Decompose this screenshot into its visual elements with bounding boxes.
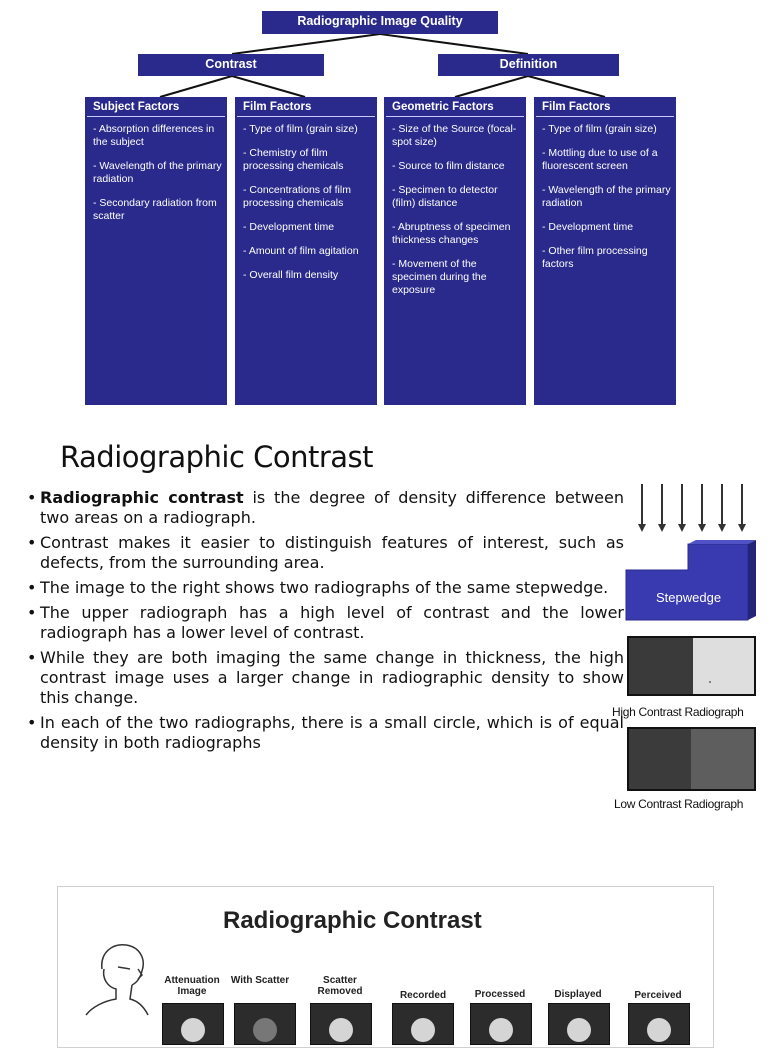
- bullet-text: Contrast makes it easier to distinguish features of interest, such as defects, from the surrounding area.: [40, 533, 624, 572]
- diagram-branch-contrast: Contrast: [138, 54, 324, 76]
- bullet-text: The image to the right shows two radiographs of the same stepwedge.: [40, 578, 609, 597]
- stage-label: Scatter Removed: [317, 975, 363, 997]
- column-item: - Chemistry of film processing chemicals: [243, 147, 344, 172]
- column-title: Film Factors: [536, 97, 674, 117]
- column-item: - Other film processing factors: [542, 245, 648, 270]
- bullet-bold: Radiographic contrast: [40, 488, 244, 507]
- bullet-text: The upper radiograph has a high level of contrast and the lower radiograph has a lower level of contrast.: [40, 603, 624, 642]
- stage-label: Attenuation Image: [164, 975, 220, 997]
- stage-film: [310, 1003, 372, 1045]
- stage-label: Recorded: [399, 990, 447, 1001]
- high-contrast-radiograph: [627, 636, 756, 696]
- column-item: - Type of film (grain size): [243, 123, 358, 135]
- bullet-text: is the degree of density difference between two areas on a radiograph.: [40, 488, 624, 527]
- bullet-item: [28, 533, 624, 573]
- column-title: Subject Factors: [87, 97, 225, 117]
- column-title: Film Factors: [237, 97, 375, 117]
- stage-label: Displayed: [554, 989, 602, 1000]
- column-subject-factors: [85, 97, 227, 405]
- stage-film: [162, 1003, 224, 1045]
- stage-label: Perceived: [634, 990, 682, 1001]
- bullet-item: [28, 488, 624, 528]
- column-item: - Abruptness of specimen thickness changes: [392, 221, 511, 246]
- stepwedge-shape: [624, 540, 768, 624]
- bullet-item: [28, 578, 624, 598]
- column-item: - Type of film (grain size): [542, 123, 657, 135]
- bullet-text: In each of the two radiographs, there is a small circle, which is of equal density in both radiographs: [40, 713, 624, 752]
- diagram-branch-definition: Definition: [438, 54, 619, 76]
- slide-title: Radiographic Contrast: [223, 907, 482, 934]
- column-geometric-factors: [384, 97, 526, 405]
- low-contrast-radiograph: [627, 727, 756, 791]
- column-film-factors-contrast: [235, 97, 377, 405]
- stage-film: [628, 1003, 690, 1045]
- column-item: - Wavelength of the primary radiation: [542, 184, 671, 209]
- bullet-item: [28, 648, 624, 708]
- column-item: - Source to film distance: [392, 160, 505, 172]
- column-item: - Size of the Source (focal-spot size): [392, 123, 517, 148]
- viewer-head-icon: [82, 939, 152, 1017]
- column-item: - Specimen to detector (film) distance: [392, 184, 498, 209]
- column-item: - Absorption differences in the subject: [93, 123, 215, 148]
- stage-label: With Scatter: [230, 975, 290, 986]
- bullet-item: [28, 603, 624, 643]
- column-item: - Amount of film agitation: [243, 245, 359, 257]
- column-film-factors-definition: [534, 97, 676, 405]
- stage-film: [234, 1003, 296, 1045]
- low-contrast-caption: Low Contrast Radiograph: [614, 797, 744, 811]
- column-item: - Development time: [542, 221, 634, 233]
- column-item: - Development time: [243, 221, 335, 233]
- stage-film: [392, 1003, 454, 1045]
- column-item: - Wavelength of the primary radiation: [93, 160, 222, 185]
- column-item: - Mottling due to use of a fluorescent screen: [542, 147, 658, 172]
- bullet-list: [28, 488, 624, 758]
- section-title: Radiographic Contrast: [60, 440, 374, 474]
- stepwedge-label: Stepwedge: [656, 590, 722, 605]
- bullet-text: While they are both imaging the same change in thickness, the high contrast image uses a larger change in radiographic density to show this change.: [40, 648, 624, 707]
- bullet-item: [28, 713, 624, 753]
- high-contrast-caption: High Contrast Radiograph: [612, 705, 744, 719]
- column-item: - Movement of the specimen during the exposure: [392, 258, 487, 296]
- column-item: - Secondary radiation from scatter: [93, 197, 217, 222]
- column-title: Geometric Factors: [386, 97, 524, 117]
- stage-label: Processed: [474, 989, 526, 1000]
- stage-film: [470, 1003, 532, 1045]
- column-item: - Concentrations of film processing chemicals: [243, 184, 351, 209]
- stage-film: [548, 1003, 610, 1045]
- diagram-root: Radiographic Image Quality: [262, 11, 498, 34]
- column-item: - Overall film density: [243, 269, 339, 281]
